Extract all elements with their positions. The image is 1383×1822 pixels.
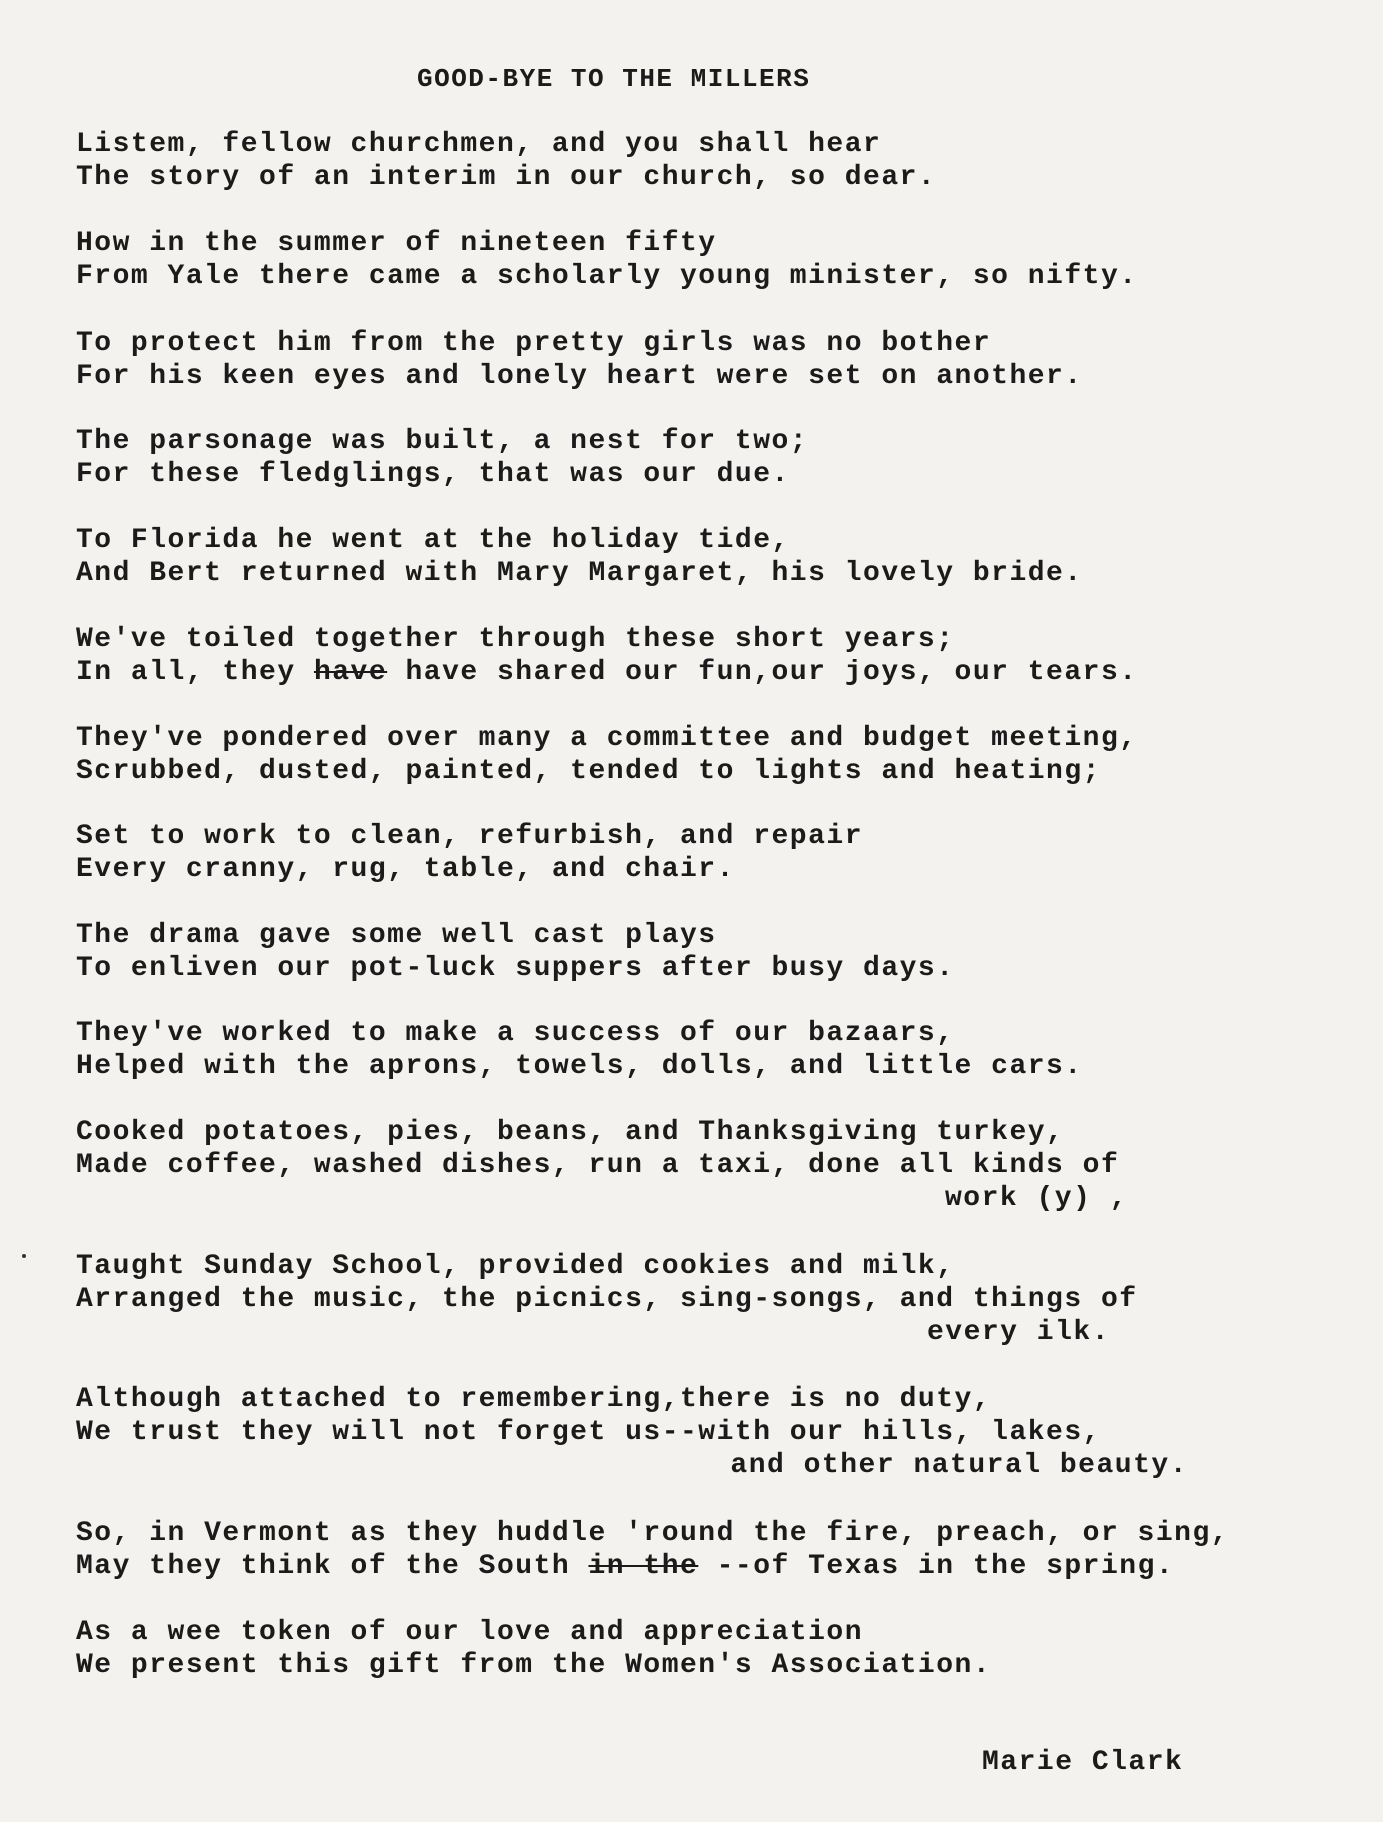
poem-line: So, in Vermont as they huddle 'round the fire, preach, or sing,	[76, 1518, 1230, 1549]
poem-line: And Bert returned with Mary Margaret, his lovely bride.	[76, 558, 1083, 589]
poem-line: To Florida he went at the holiday tide,	[76, 525, 790, 556]
poem-line: The parsonage was built, a nest for two;	[76, 426, 809, 457]
stanza	[76, 1017, 1083, 1083]
stanza	[76, 1383, 1188, 1482]
stanza	[76, 1250, 1138, 1349]
stanza	[76, 327, 1083, 393]
stanza	[76, 227, 1138, 293]
signature: Marie Clark	[982, 1747, 1184, 1778]
stanza	[76, 425, 808, 491]
paper-speck	[22, 1254, 26, 1258]
poem-line: The drama gave some well cast plays	[76, 920, 717, 951]
poem-line: We present this gift from the Women's Association.	[76, 1650, 992, 1681]
poem-line: work (y) ,	[944, 1183, 1128, 1214]
poem-line: They've pondered over many a committee and budget meeting,	[76, 723, 1138, 754]
stanza	[76, 820, 863, 886]
poem-title: GOOD-BYE TO THE MILLERS	[417, 64, 811, 94]
poem-line: We trust they will not forget us--with our hills, lakes,	[76, 1417, 1101, 1448]
poem-line: Made coffee, washed dishes, run a taxi, done all kinds of	[76, 1150, 1120, 1181]
stanza	[76, 524, 1083, 590]
poem-line: We've toiled together through these short years;	[76, 624, 955, 655]
poem-line: The story of an interim in our church, so dear.	[76, 162, 937, 193]
poem-line: Listem, fellow churchmen, and you shall hear	[76, 129, 882, 160]
struck-out-text: have	[313, 657, 388, 688]
stanza	[76, 1517, 1229, 1583]
poem-line: To enliven our pot-luck suppers after busy days.	[76, 953, 955, 984]
stanza	[76, 1616, 991, 1682]
poem-line: As a wee token of our love and appreciation	[76, 1617, 864, 1648]
poem-line: Although attached to remembering,there is no duty,	[76, 1384, 992, 1415]
poem-line: Set to work to clean, refurbish, and repair	[76, 821, 864, 852]
poem-line: Cooked potatoes, pies, beans, and Thanksgiving turkey,	[76, 1117, 1065, 1148]
stanza	[76, 1116, 1128, 1215]
poem-line: Scrubbed, dusted, painted, tended to lights and heating;	[76, 756, 1101, 787]
poem-line: From Yale there came a scholarly young minister, so nifty.	[76, 261, 1138, 292]
poem-line: Helped with the aprons, towels, dolls, and little cars.	[76, 1051, 1083, 1082]
poem-line: Taught Sunday School, provided cookies and milk,	[76, 1251, 955, 1282]
poem-line: To protect him from the pretty girls was no bother	[76, 328, 992, 359]
stanza	[76, 722, 1138, 788]
poem-line: every ilk.	[926, 1317, 1110, 1348]
poem-line: and other natural beauty.	[730, 1450, 1188, 1481]
poem-line: In all, they have have shared our fun,our joys, our tears.	[76, 657, 1138, 688]
poem-line: Arranged the music, the picnics, sing-songs, and things of	[76, 1284, 1138, 1315]
struck-out-text: in the	[588, 1551, 699, 1582]
stanza	[76, 128, 936, 194]
stanza	[76, 623, 1138, 689]
stanza	[76, 919, 955, 985]
poem-line: How in the summer of nineteen fifty	[76, 228, 717, 259]
poem-line: For these fledglings, that was our due.	[76, 459, 790, 490]
poem-line: For his keen eyes and lonely heart were set on another.	[76, 361, 1083, 392]
poem-line: Every cranny, rug, table, and chair.	[76, 854, 735, 885]
poem-line: May they think of the South in the --of Texas in the spring.	[76, 1551, 1175, 1582]
poem-line: They've worked to make a success of our bazaars,	[76, 1018, 955, 1049]
